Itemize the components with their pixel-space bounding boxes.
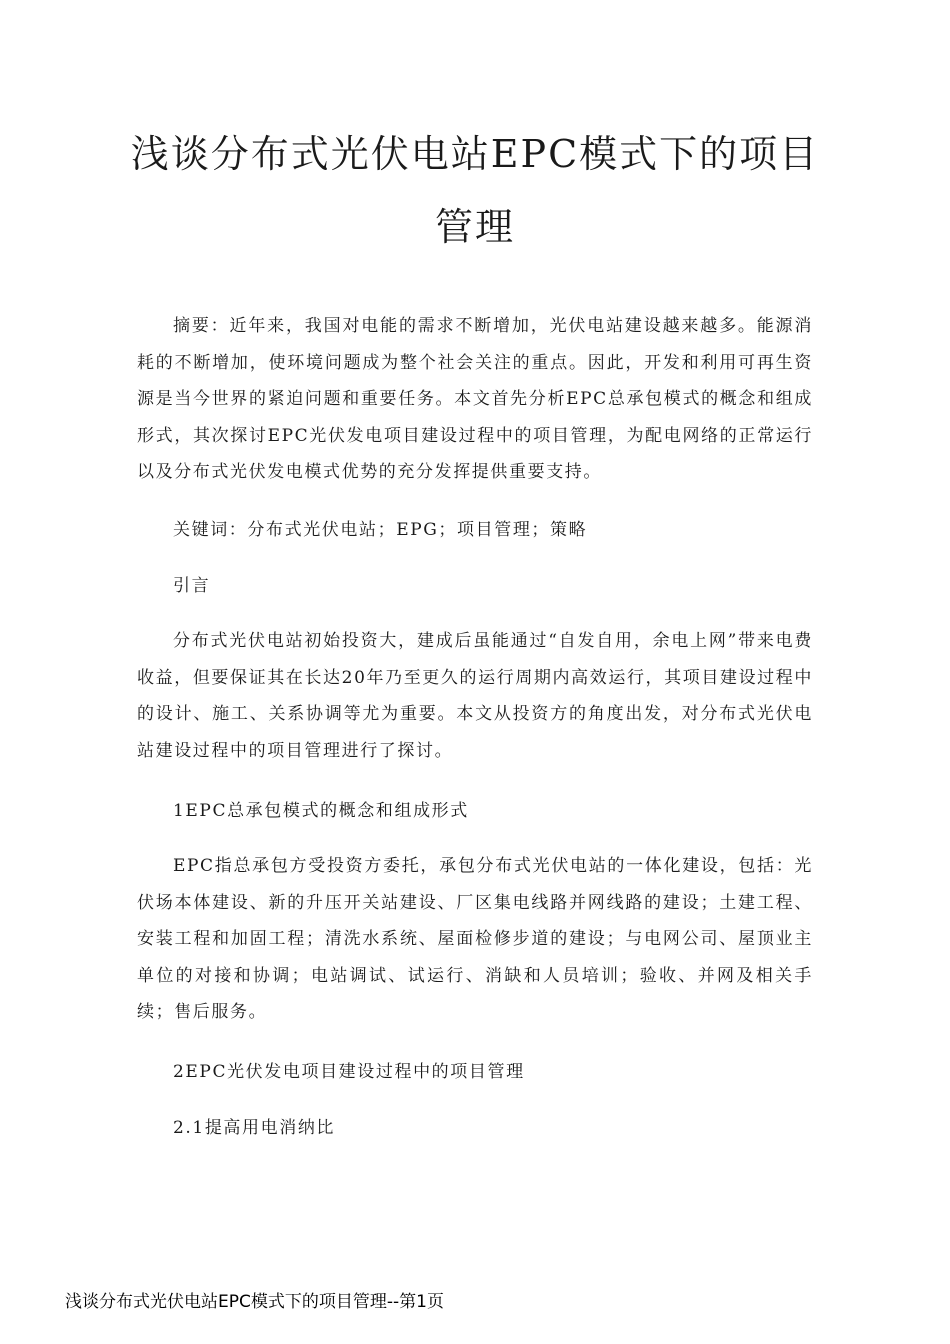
intro-heading: 引言 (173, 576, 211, 596)
section-1-heading: 1EPC总承包模式的概念和组成形式 (173, 801, 469, 821)
page-footer: 浅谈分布式光伏电站EPC模式下的项目管理--第1页 (65, 1292, 444, 1312)
document-title-line-1: 浅谈分布式光伏电站EPC模式下的项目 (130, 132, 820, 176)
section-2-heading: 2EPC光伏发电项目建设过程中的项目管理 (173, 1062, 525, 1082)
section-1-paragraph: EPC指总承包方受投资方委托，承包分布式光伏电站的一体化建设，包括：光伏场本体建设、新的升压开关站建设、厂区集电线路并网线路的建设；土建工程、安装工程和加固工程；清洗水系统、屋面检修步道的建设；与电网公司、屋顶业主单位的对接和协调；电站调试、试运行、消缺和人员培训；验收、并网及相关手续；售后服务。 (137, 856, 813, 1022)
document-title-line-2: 管理 (434, 205, 515, 249)
keywords-line: 关键词：分布式光伏电站；EPG；项目管理；策略 (173, 520, 588, 540)
intro-paragraph: 分布式光伏电站初始投资大，建成后虽能通过“自发自用，余电上网”带来电费收益，但要保证其在长达20年乃至更久的运行周期内高效运行，其项目建设过程中的设计、施工、关系协调等尤为重要。本文从投资方的角度出发，对分布式光伏电站建设过程中的项目管理进行了探讨。 (137, 631, 813, 761)
section-2-1-heading: 2.1提高用电消纳比 (173, 1118, 336, 1138)
abstract-paragraph: 摘要：近年来，我国对电能的需求不断增加，光伏电站建设越来越多。能源消耗的不断增加，使环境问题成为整个社会关注的重点。因此，开发和利用可再生资源是当今世界的紧迫问题和重要任务。本文首先分析EPC总承包模式的概念和组成形式，其次探讨EPC光伏发电项目建设过程中的项目管理，为配电网络的正常运行以及分布式光伏发电模式优势的充分发挥提供重要支持。 (137, 316, 813, 482)
